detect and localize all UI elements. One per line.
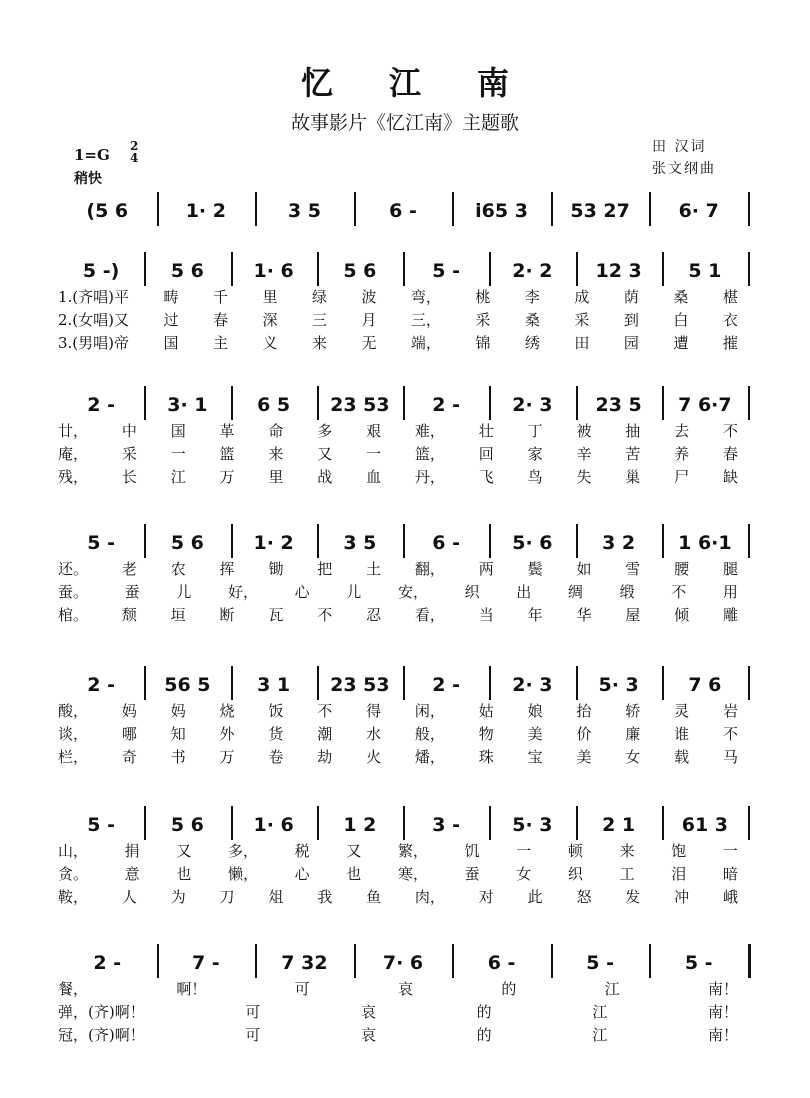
bar-line	[403, 524, 405, 558]
bar-line	[317, 524, 319, 558]
measure: 5 6	[170, 260, 204, 282]
lyric-line	[58, 886, 758, 909]
lyric-line	[58, 723, 758, 746]
measure: 1· 6	[253, 814, 294, 836]
lyric-line	[58, 309, 758, 332]
measure: (5 6	[86, 200, 129, 222]
measure: 3 2	[602, 532, 636, 554]
lyric-text: 谈， 哪 知 外 货 潮 水 般， 物 美 价 廉 谁 不	[58, 725, 738, 743]
lyric-text: 残， 长 江 万 里 战 血 丹， 飞 鸟 失 巢 尸 缺	[58, 468, 738, 486]
bar-line	[255, 944, 257, 978]
bar-line	[317, 806, 319, 840]
bar-line	[231, 666, 233, 700]
measure: 5 -)	[82, 260, 120, 282]
lyric-text: 栏， 奇 书 万 卷 劫 火 燔， 珠 宝 美 女 载 马	[58, 748, 738, 766]
time-numerator: 2	[130, 139, 139, 153]
bar-line	[255, 192, 257, 226]
measure: 7 -	[191, 952, 220, 974]
score-system	[58, 810, 758, 909]
lyricist-credit: 田 汉词	[652, 139, 707, 155]
bar-line	[576, 386, 578, 420]
measure: 7· 6	[382, 952, 424, 974]
notes-line	[58, 390, 758, 420]
lyric-line	[58, 840, 758, 863]
bar-line	[576, 666, 578, 700]
bar-line	[489, 806, 491, 840]
bar-line	[748, 944, 751, 978]
bar-line	[231, 524, 233, 558]
time-denominator: 4	[130, 151, 139, 165]
bar-line	[144, 806, 146, 840]
measure: 6 -	[487, 952, 516, 974]
bar-line	[231, 806, 233, 840]
bar-line	[403, 806, 405, 840]
bar-line	[662, 666, 664, 700]
measure: 12 3	[595, 260, 642, 282]
lyric-line	[58, 466, 758, 489]
measure: 1 2	[343, 814, 377, 836]
measure: i65 3	[475, 200, 528, 222]
measure: 23 5	[595, 394, 642, 416]
lyric-line	[58, 443, 758, 466]
bar-line	[576, 806, 578, 840]
notes-line	[58, 948, 758, 978]
lyric-text: 鞍， 人 为 刀 俎 我 鱼 肉， 对 此 怒 发 冲 峨	[58, 888, 738, 906]
measure: 2 -	[87, 674, 115, 696]
measure: 1· 2	[185, 200, 226, 222]
bar-line	[144, 252, 146, 286]
bar-line	[489, 252, 491, 286]
score-system	[58, 670, 758, 769]
bar-line	[748, 252, 750, 286]
score-system	[58, 948, 758, 1047]
bar-line	[551, 192, 553, 226]
lyric-text: 餐， 啊！ 可 哀 的 江 南！	[58, 980, 738, 998]
lyric-line	[58, 1001, 758, 1024]
bar-line	[662, 806, 664, 840]
lyric-line	[58, 863, 758, 886]
measure: 5 -	[684, 952, 713, 974]
lyric-text: 2.(女唱)又 过 春 深 三 月 三， 采 桑 采 到 白 衣	[58, 311, 738, 329]
measure: 5· 6	[512, 532, 553, 554]
bar-line	[748, 806, 750, 840]
key-signature: 1=G	[74, 146, 110, 164]
bar-line	[576, 252, 578, 286]
bar-line	[157, 944, 159, 978]
measure: 2· 2	[512, 260, 553, 282]
lyric-line	[58, 978, 758, 1001]
bar-line	[452, 944, 454, 978]
lyric-line	[58, 558, 758, 581]
bar-line	[576, 524, 578, 558]
composer-credit: 张文纲曲	[652, 161, 716, 177]
measure: 5· 3	[512, 814, 553, 836]
lyric-text: 贪。 意 也 懒， 心 也 寒， 蚕 女 织 工 泪 暗	[58, 865, 738, 883]
bar-line	[662, 524, 664, 558]
measure: 53 27	[570, 200, 630, 222]
measure: 5 -	[87, 532, 115, 554]
notes-line	[58, 528, 758, 558]
lyric-text: 廿， 中 国 革 命 多 艰 难， 壮 丁 被 抽 去 不	[58, 422, 738, 440]
score-system	[58, 390, 758, 489]
bar-line	[144, 386, 146, 420]
lyric-text: 3.(男唱)帝 国 主 义 来 无 端， 锦 绣 田 园 遭 摧	[58, 334, 738, 352]
measure: 5 -	[87, 814, 115, 836]
measure: 2 -	[432, 394, 460, 416]
bar-line	[144, 666, 146, 700]
bar-line	[662, 386, 664, 420]
lyric-line	[58, 1024, 758, 1047]
score-system	[58, 256, 758, 355]
lyric-text: 酸， 妈 妈 烧 饭 不 得 闲， 姑 娘 抬 轿 灵 岩	[58, 702, 738, 720]
measure: 3 1	[257, 674, 291, 696]
bar-line	[649, 192, 651, 226]
bar-line	[317, 666, 319, 700]
tempo-marking: 稍快	[74, 171, 102, 187]
measure: 5 1	[688, 260, 722, 282]
measure: 3 -	[432, 814, 460, 836]
bar-line	[452, 192, 454, 226]
bar-line	[551, 944, 553, 978]
notes-line	[58, 810, 758, 840]
bar-line	[748, 192, 750, 226]
measure: 3· 1	[167, 394, 208, 416]
time-signature	[130, 140, 138, 164]
lyric-line	[58, 420, 758, 443]
score-system	[58, 528, 758, 627]
bar-line	[489, 524, 491, 558]
measure: 2· 3	[512, 394, 553, 416]
measure: 23 53	[330, 394, 390, 416]
bar-line	[748, 386, 750, 420]
measure: 7 6·7	[678, 394, 732, 416]
bar-line	[354, 944, 356, 978]
measure: 23 53	[330, 674, 390, 696]
measure: 2 -	[87, 394, 115, 416]
measure: 5 6	[170, 814, 204, 836]
lyric-text: 庵， 采 一 篮 来 又 一 篮， 回 家 辛 苦 养 春	[58, 445, 738, 463]
measure: 1· 2	[253, 532, 294, 554]
lyric-text: 1.(齐唱)平 畴 千 里 绿 波 弯， 桃 李 成 荫 桑 椹	[58, 288, 738, 306]
measure: 56 5	[164, 674, 211, 696]
bar-line	[662, 252, 664, 286]
measure: 2· 3	[512, 674, 553, 696]
measure: 2 1	[602, 814, 636, 836]
measure: 6 -	[432, 532, 460, 554]
bar-line	[489, 666, 491, 700]
measure: 6 5	[257, 394, 291, 416]
notes-line	[58, 670, 758, 700]
measure: 5 6	[343, 260, 377, 282]
score-system	[58, 196, 758, 226]
bar-line	[231, 252, 233, 286]
measure: 5 6	[170, 532, 204, 554]
measure: 6· 7	[678, 200, 719, 222]
lyric-line	[58, 604, 758, 627]
lyric-line	[58, 746, 758, 769]
measure: 5· 3	[598, 674, 639, 696]
bar-line	[354, 192, 356, 226]
bar-line	[489, 386, 491, 420]
bar-line	[317, 252, 319, 286]
lyric-text: 冠，(齐)啊！ 可 哀 的 江 南！	[58, 1026, 738, 1044]
measure: 5 -	[432, 260, 460, 282]
lyric-line	[58, 286, 758, 309]
lyric-text: 还。 老 农 挥 锄 把 土 翻， 两 鬓 如 雪 腰 腿	[58, 560, 738, 578]
measure: 7 6	[688, 674, 722, 696]
measure: 1 6·1	[678, 532, 732, 554]
bar-line	[649, 944, 651, 978]
measure: 6 -	[389, 200, 417, 222]
lyric-line	[58, 700, 758, 723]
notes-line	[58, 196, 758, 226]
measure: 5 -	[586, 952, 614, 974]
measure: 61 3	[681, 814, 729, 836]
lyric-line	[58, 581, 758, 604]
measure: 3 5	[343, 532, 377, 554]
bar-line	[144, 524, 146, 558]
bar-line	[403, 386, 405, 420]
measure: 2 -	[432, 674, 460, 696]
notes-line	[58, 256, 758, 286]
measure: 7 32	[281, 952, 328, 974]
measure: 1· 6	[253, 260, 294, 282]
measure: 3 5	[287, 200, 321, 222]
bar-line	[403, 666, 405, 700]
song-subtitle: 故事影片《忆江南》主题歌	[290, 112, 519, 134]
bar-line	[748, 524, 750, 558]
bar-line	[748, 666, 750, 700]
bar-line	[157, 192, 159, 226]
bar-line	[317, 386, 319, 420]
song-title: 忆江南	[300, 64, 565, 102]
lyric-text: 蚕。 蚕 儿 好， 心 儿 安， 织 出 绸 缎 不 用	[58, 583, 738, 601]
lyric-text: 弹，(齐)啊！ 可 哀 的 江 南！	[58, 1003, 738, 1021]
lyric-text: 山， 捐 又 多， 税 又 繁， 饥 一 顿 来 饱 一	[58, 842, 738, 860]
lyric-line	[58, 332, 758, 355]
bar-line	[403, 252, 405, 286]
lyric-text: 棺。 颓 垣 断 瓦 不 忍 看， 当 年 华 屋 倾 雕	[58, 606, 738, 624]
measure: 2 -	[93, 952, 122, 974]
bar-line	[231, 386, 233, 420]
